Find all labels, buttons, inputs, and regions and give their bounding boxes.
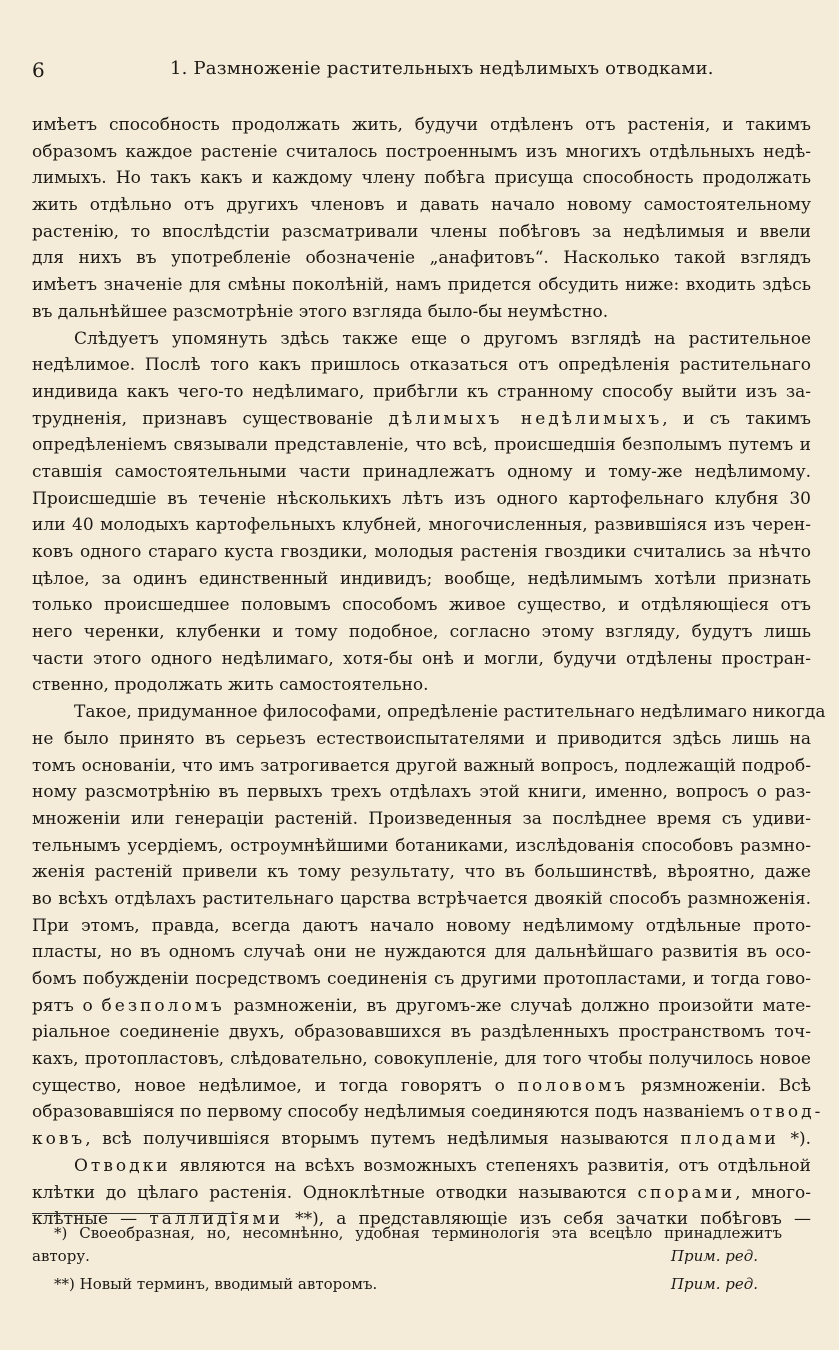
text-line: не было принято въ серьезъ естествоиспытателями и приводится здѣсь лишь на — [32, 728, 811, 749]
text-line: ковъ одного стараго куста гвоздики, молодыя растенія гвоздики считались за нѣчто — [32, 542, 811, 562]
spaced-term: спорами — [637, 1182, 736, 1203]
text-line: индивида какъ чего-то недѣлимаго, прибѣгли къ странному способу выйти изъ за- — [32, 381, 811, 402]
text-line: опредѣленіемъ связывали представленіе, что всѣ, происшедшія безполымъ путемъ и — [32, 435, 811, 456]
spaced-term: безполомъ — [101, 995, 225, 1016]
text-line: имѣетъ способность продолжать жить, будучи отдѣленъ отъ растенія, и такимъ — [32, 115, 811, 135]
text-line: При этомъ, правда, всегда даютъ начало новому недѣлимому отдѣльные прото- — [32, 915, 811, 936]
text-line: ковъ, всѣ получившіяся вторымъ путемъ недѣлимыя называются плодами *). — [32, 1129, 812, 1150]
text-line: ріальное соединеніе двухъ, образовавшихся въ раздѣленныхъ пространствомъ точ- — [32, 1022, 811, 1043]
text-line: цѣлое, за одинъ единственный индивидъ; вообще, недѣлимымъ хотѣли признать — [32, 568, 811, 589]
text-line: существо, новое недѣлимое, и тогда говорятъ о половомъ рязмноженіи. Всѣ — [32, 1075, 812, 1096]
text-line: Слѣдуетъ упомянуть здѣсь также еще о другомъ взглядѣ на растительное — [74, 328, 811, 349]
editor-note: Прим. ред. — [670, 1246, 758, 1265]
text-line: пласты, но въ одномъ случаѣ они не нуждаются для дальнѣйшаго развитія въ осо- — [32, 942, 811, 963]
footnote-line: *) Своеобразная, но, несомнѣнно, удобная терминологія эта всецѣло принадлежитъ — [54, 1224, 782, 1242]
text-line: Отводки являются на всѣхъ возможныхъ степеняхъ развитія, отъ отдѣльной — [74, 1155, 811, 1176]
text-line: бомъ побужденіи посредствомъ соединенія съ другими протопластами, и тогда гово- — [32, 969, 811, 989]
page — [32, 54, 826, 1293]
text-line: женія растеній привели къ тому результату, что въ большинствѣ, вѣроятно, даже — [32, 862, 811, 883]
text-line: трудненія, признавъ существованіе дѣлимыхъ недѣлимыхъ, и съ такимъ — [32, 408, 811, 429]
text-line: Такое, придуманное философами, опредѣленіе растительнаго недѣлимаго никогда — [74, 702, 826, 723]
text-line: недѣлимое. Послѣ того какъ пришлось отказаться отъ опредѣленія растительнаго — [32, 355, 811, 376]
spaced-term: таллидіями — [149, 1209, 283, 1230]
footnote-line: автору. — [32, 1246, 90, 1265]
text-line: лимыхъ. Но такъ какъ и каждому члену побѣга присуща способность продолжать — [32, 168, 811, 189]
text-line: или 40 молодыхъ картофельныхъ клубней, многочисленныя, развившіяся изъ черен- — [32, 515, 811, 536]
text-line: образомъ каждое растеніе считалось построеннымъ изъ многихъ отдѣльныхъ недѣ- — [32, 141, 811, 162]
body-text — [32, 112, 826, 1233]
text-line: жить отдѣльно отъ другихъ членовъ и давать начало новому самостоятельному — [32, 195, 811, 216]
text-line: клѣтные — таллидіями **), а представляющіе изъ себя зачатки побѣговъ — — [32, 1209, 812, 1230]
text-line: для нихъ въ употребленіе обозначеніе „анафитовъ“. Насколько такой взглядъ — [32, 248, 811, 269]
editor-note: Прим. ред. — [670, 1275, 758, 1293]
text-line: томъ основаніи, что имъ затрогивается другой важный вопросъ, подлежащій подроб- — [32, 755, 811, 776]
footnote-line: **) Новый терминъ, вводимый авторомъ. — [54, 1275, 378, 1293]
text-line: растенію, то впослѣдстіи разсматривали члены побѣговъ за недѣлимыя и ввели — [32, 221, 811, 242]
spaced-term: половомъ — [517, 1075, 629, 1096]
text-line: имѣетъ значеніе для смѣны поколѣній, намъ придется обсудить ниже: входить здѣсь — [32, 275, 811, 296]
text-line: части этого одного недѣлимаго, хотя-бы онѣ и могли, будучи отдѣлены простран- — [32, 648, 811, 669]
text-line: ственно, продолжать жить самостоятельно. — [32, 675, 429, 696]
text-line: во всѣхъ отдѣлахъ растительнаго царства встрѣчается двоякій способъ размноженія. — [32, 888, 811, 909]
text-line: ставшія самостоятельными части принадлежатъ одному и тому-же недѣлимому. — [32, 461, 811, 482]
text-line: образовавшіяся по первому способу недѣлимыя соединяются подъ названіемъ отвод- — [32, 1102, 824, 1123]
text-line: рятъ о безполомъ размноженіи, въ другомъ-же случаѣ должно произойти мате- — [32, 995, 812, 1016]
spaced-term: дѣлимыхъ недѣлимыхъ — [388, 408, 663, 429]
spaced-term: ковъ — [32, 1129, 86, 1150]
text-line: него черенки, клубенки и тому подобное, согласно этому взгляду, будутъ лишь — [32, 622, 811, 643]
page-number: 6 — [32, 58, 45, 82]
spaced-term: отвод- — [749, 1102, 824, 1123]
footnote-row — [32, 1273, 782, 1296]
text-line: кахъ, протопластовъ, слѣдовательно, совокупленіе, для того чтобы получилось новое — [32, 1049, 811, 1070]
text-line: клѣтки до цѣлаго растенія. Одноклѣтные отводки называются спорами, много- — [32, 1182, 811, 1203]
spaced-term: плодами — [680, 1129, 779, 1150]
text-line: только происшедшее половымъ способомъ живое существо, и отдѣляющіеся отъ — [32, 595, 811, 616]
running-head: 1. Размноженіе растительныхъ недѣлимыхъ отводками. — [170, 58, 714, 79]
text-line: множеніи или генераціи растеній. Произведенныя за послѣднее время съ удиви- — [32, 808, 811, 829]
text-line: Происшедшіе въ теченіе нѣсколькихъ лѣтъ изъ одного картофельнаго клубня 30 — [32, 488, 811, 509]
spaced-term: Отводки — [74, 1155, 171, 1176]
footnote-row — [32, 1245, 782, 1268]
footnotes — [32, 1222, 782, 1296]
text-line: въ дальнѣйшее разсмотрѣніе этого взгляда было-бы неумѣстно. — [32, 301, 609, 322]
text-line: тельнымъ усердіемъ, остроумнѣйшими ботаниками, изслѣдованія способовъ размно- — [32, 835, 811, 856]
page-header — [32, 54, 811, 84]
text-line: ному разсмотрѣнію въ первыхъ трехъ отдѣлахъ этой книги, именно, вопросъ о раз- — [32, 782, 811, 803]
footnote-divider — [32, 1213, 238, 1214]
